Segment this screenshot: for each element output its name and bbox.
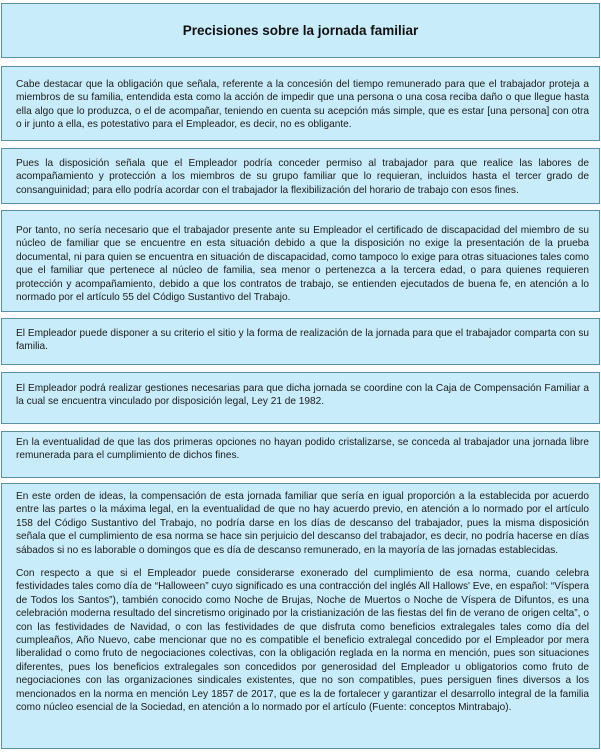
section-paragraph-2: Pues la disposición señala que el Empleador podría conceder permiso al trabajador para que realice las labores de acompañamiento y protección a los miembros de su grupo familiar que lo requieran, incluidos hasta el tercer grado de consanguinidad; para ello podría acordar con el trabajador la flexibilización del horario de trabajo con esos fines. <box>16 158 589 196</box>
section-box-6 <box>1 431 600 478</box>
section-paragraph-5: El Empleador podrá realizar gestiones necesarias para que dicha jornada se coordine con la Caja de Compensación Familiar a la cual se encuentra vinculado por disposición legal, Ley 21 de 1982. <box>16 383 589 408</box>
section-paragraph-6: En la eventualidad de que las dos primeras opciones no hayan podido cristalizarse, se conceda al trabajador una jornada libre remunerada para el cumplimiento de dichos fines. <box>16 437 589 462</box>
section-paragraph-4: El Empleador puede disponer a su criterio el sitio y la forma de realización de la jornada para que el trabajador comparta con su familia. <box>16 328 589 353</box>
section-box-4 <box>1 318 600 365</box>
section-box-5 <box>1 372 600 424</box>
section-paragraph-1: Cabe destacar que la obligación que señala, referente a la concesión del tiempo remunerado para que el trabajador proteja a miembros de su familia, entendida esta como la acción de impedir que una persona o una cosa reciba daño o que llegue hasta ella algo que lo produzca, o el de acompañar, teniendo en cuenta su acepción más simple, que es estar [una persona] con otra o ir junto a ella, es potestativo para el Empleador, es decir, no es obligante. <box>16 79 589 131</box>
title-box <box>1 3 600 58</box>
page-title: Precisiones sobre la jornada familiar <box>182 22 419 38</box>
section-paragraph-3: Por tanto, no sería necesario que el trabajador presente ante su Empleador el certificado de discapacidad del miembro de su núcleo de familiar que se encuentre en esta situación debido a que la disposición no exige la presentación de la prueba documental, ni para quien se encuentra en situación de discapacidad, como tampoco lo exige para otras situaciones tales como que el familiar que pertenece al núcleo de familia, sea menor o pertenezca a la tercera edad, o para quienes requieren protección y acompañamiento, debido a que los contratos de trabajo, se entienden ejecutados de buena fe, en atención a lo normado por el artículo 55 del Código Sustantivo del Trabajo. <box>16 225 589 304</box>
section-box-7 <box>1 483 600 749</box>
section-box-3 <box>1 210 600 312</box>
section-paragraph-7a: En este orden de ideas, la compensación de esta jornada familiar que sería en igual proporción a la establecida por acuerdo entre las partes o la máxima legal, en la eventualidad de que no hay acuerdo previo, en atención a lo normado por el artículo 158 del Código Sustantivo del Trabajo, no podría darse en los días de descanso del trabajador, pues la misma disposición señala que el cumplimiento de esa norma se hace sin perjuicio del descanso del trabajador, es decir, no podría hacerse en días sábados si no es laborable o domingos que es día de descanso remunerado, en la mayoría de las jornadas establecidas. <box>16 491 589 556</box>
section-paragraph-7b: Con respecto a que si el Empleador puede considerarse exonerado del cumplimiento de esa norma, cuando celebra festividades tales como día de “Halloween” cuyo significado es una contracción del inglés All Hallows' Eve, en español: “Víspera de Todos los Santos”), también conocido como Noche de Brujas, Noche de Muertos o Noche de Víspera de Difuntos, es una celebración moderna resultado del sincretismo originado por la cristianización de las fiestas del fin de verano de origen celta”, o con las festividades de Navidad, o con las festividades de que disfruta como beneficios extralegales tales como día del cumpleaños, Año Nuevo, cabe mencionar que no es compatible el beneficio extralegal concedido por el Empleador por mera liberalidad o como fruto de negociaciones colectivas, con la obligación reglada en la norma en mención, pues son situaciones diferentes, pues los beneficios extralegales son concedidos por generosidad del Empleador u obligatorios como fruto de negociaciones con las organizaciones sindicales existentes, que no son compatibles, pues persiguen fines diversos a los mencionados en la norma en mención Ley 1857 de 2017, que es la de fortalecer y garantizar el desarrollo integral de la familia como núcleo esencial de la Sociedad, en atención a lo normado por el artículo (Fuente: conceptos Mintrabajo). <box>16 568 589 714</box>
section-box-1 <box>1 66 600 141</box>
section-box-2 <box>1 148 600 204</box>
